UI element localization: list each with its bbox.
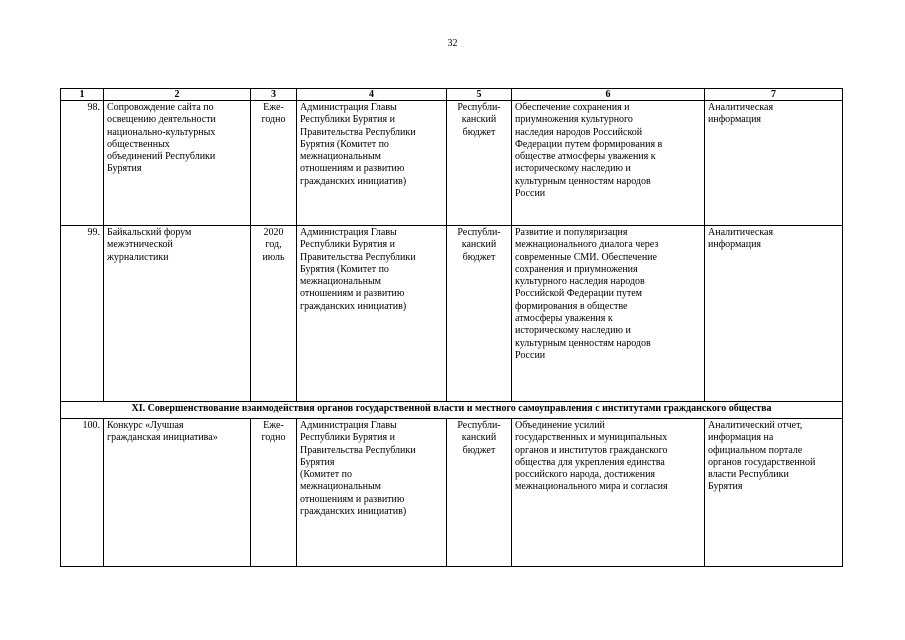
- control-form-cell: Аналитический отчет, информация на официальном портале органов государственной власти Республики Бурятия: [705, 419, 843, 567]
- funding-source-cell: Республи- канский бюджет: [447, 101, 512, 226]
- event-cell: Конкурс «Лучшая гражданская инициатива»: [104, 419, 251, 567]
- funding-source-cell: Республи- канский бюджет: [447, 226, 512, 402]
- table-row: [61, 419, 843, 567]
- funding-source-cell: Республи- канский бюджет: [447, 419, 512, 567]
- control-form-cell: Аналитическая информация: [705, 226, 843, 402]
- column-header: 7: [705, 89, 843, 101]
- event-cell: Сопровождение сайта по освещению деятельности национально-культурных общественных объединений Республики Бурятия: [104, 101, 251, 226]
- column-header: 4: [297, 89, 447, 101]
- page-number: 32: [447, 38, 458, 49]
- term-cell: Еже- годно: [251, 419, 297, 567]
- row-number: 99.: [61, 226, 104, 402]
- table-row: [61, 226, 843, 402]
- table-row: [61, 101, 843, 226]
- row-number: 98.: [61, 101, 104, 226]
- column-header: 5: [447, 89, 512, 101]
- action-plan-table: [60, 88, 843, 567]
- row-number: 100.: [61, 419, 104, 567]
- control-form-cell: Аналитическая информация: [705, 101, 843, 226]
- executor-cell: Администрация Главы Республики Бурятия и Правительства Республики Бурятия (Комитет по межнациональным отношениям и развитию гражданских инициатив): [297, 101, 447, 226]
- column-header: 3: [251, 89, 297, 101]
- event-cell: Байкальский форум межэтнической журналистики: [104, 226, 251, 402]
- term-cell: Еже- годно: [251, 101, 297, 226]
- executor-cell: Администрация Главы Республики Бурятия и Правительства Республики Бурятия (Комитет по межнациональным отношениям и развитию гражданских инициатив): [297, 226, 447, 402]
- expected-result-cell: Объединение усилий государственных и муниципальных органов и институтов гражданского общества для укрепления единства российского народа, достижения межнационального мира и согласия: [512, 419, 705, 567]
- header-row: [61, 89, 843, 101]
- section-heading-row: [61, 402, 843, 419]
- term-cell: 2020 год, июль: [251, 226, 297, 402]
- column-header: 6: [512, 89, 705, 101]
- expected-result-cell: Обеспечение сохранения и приумножения культурного наследия народов Российской Федерации путем формирования в обществе атмосферы уважения к историческому наследию и культурным ценностям народов России: [512, 101, 705, 226]
- column-header: 1: [61, 89, 104, 101]
- expected-result-cell: Развитие и популяризация межнационального диалога через современные СМИ. Обеспечение сохранения и приумножения культурного наследия народов Российской Федерации путем формирования в обществе атмосферы уважения к историческому наследию и культурным ценностям народов России: [512, 226, 705, 402]
- section-heading: XI. Совершенствование взаимодействия органов государственной власти и местного самоуправления с институтами гражданского общества: [61, 402, 843, 419]
- executor-cell: Администрация Главы Республики Бурятия и Правительства Республики Бурятия (Комитет по межнациональным отношениям и развитию гражданских инициатив): [297, 419, 447, 567]
- column-header: 2: [104, 89, 251, 101]
